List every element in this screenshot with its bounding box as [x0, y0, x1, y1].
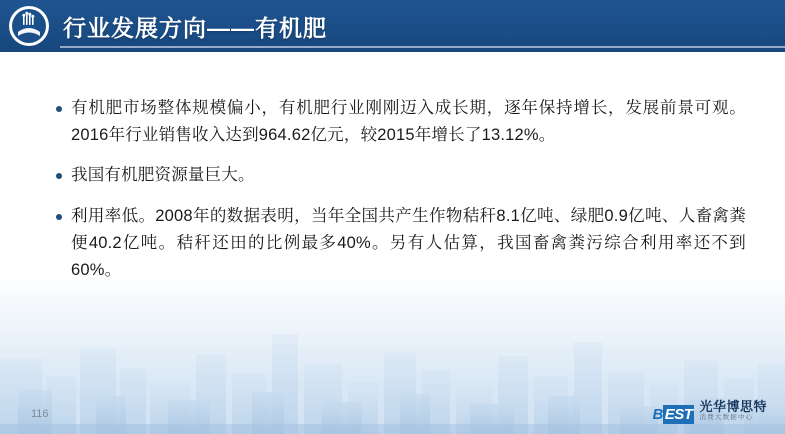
brand-logo-mark — [652, 407, 694, 422]
brand-text — [699, 400, 767, 422]
bullet-text: 有机肥市场整体规模偏小，有机肥行业刚刚迈入成长期，逐年保持增长，发展前景可观。2016年行业销售收入达到964.62亿元，较2015年增长了13.12%。 — [71, 99, 746, 144]
footer-brand — [652, 400, 767, 422]
list-item — [56, 162, 746, 189]
bullet-dot-icon — [56, 106, 62, 112]
bullet-text: 我国有机肥资源量巨大。 — [71, 166, 255, 185]
logo-inner-circle — [12, 9, 46, 43]
page-number: 116 — [31, 408, 49, 420]
brand-name: 光华博思特 — [699, 398, 767, 414]
slide-header — [0, 0, 785, 52]
logo-glyph-icon — [14, 11, 44, 41]
bullet-text: 利用率低。2008年的数据表明，当年全国共产生作物秸秆8.1亿吨、绿肥0.9亿吨、人畜禽粪便40.2亿吨。秸秆还田的比例最多40%。另有人估算，我国畜禽粪污综合利用率还不到60%。 — [71, 207, 746, 279]
list-item — [56, 95, 746, 148]
brand-mark-b: B — [652, 406, 663, 423]
bullet-dot-icon — [56, 214, 62, 220]
bullet-dot-icon — [56, 173, 62, 179]
header-underline — [60, 46, 785, 48]
list-item — [56, 203, 746, 283]
logo-emblem — [9, 6, 49, 46]
brand-mark-est: EST — [664, 406, 693, 423]
brand-subtitle: 消费大数据中心 — [699, 414, 754, 422]
bullet-list — [56, 95, 746, 297]
page-title: 行业发展方向——有机肥 — [63, 14, 327, 41]
